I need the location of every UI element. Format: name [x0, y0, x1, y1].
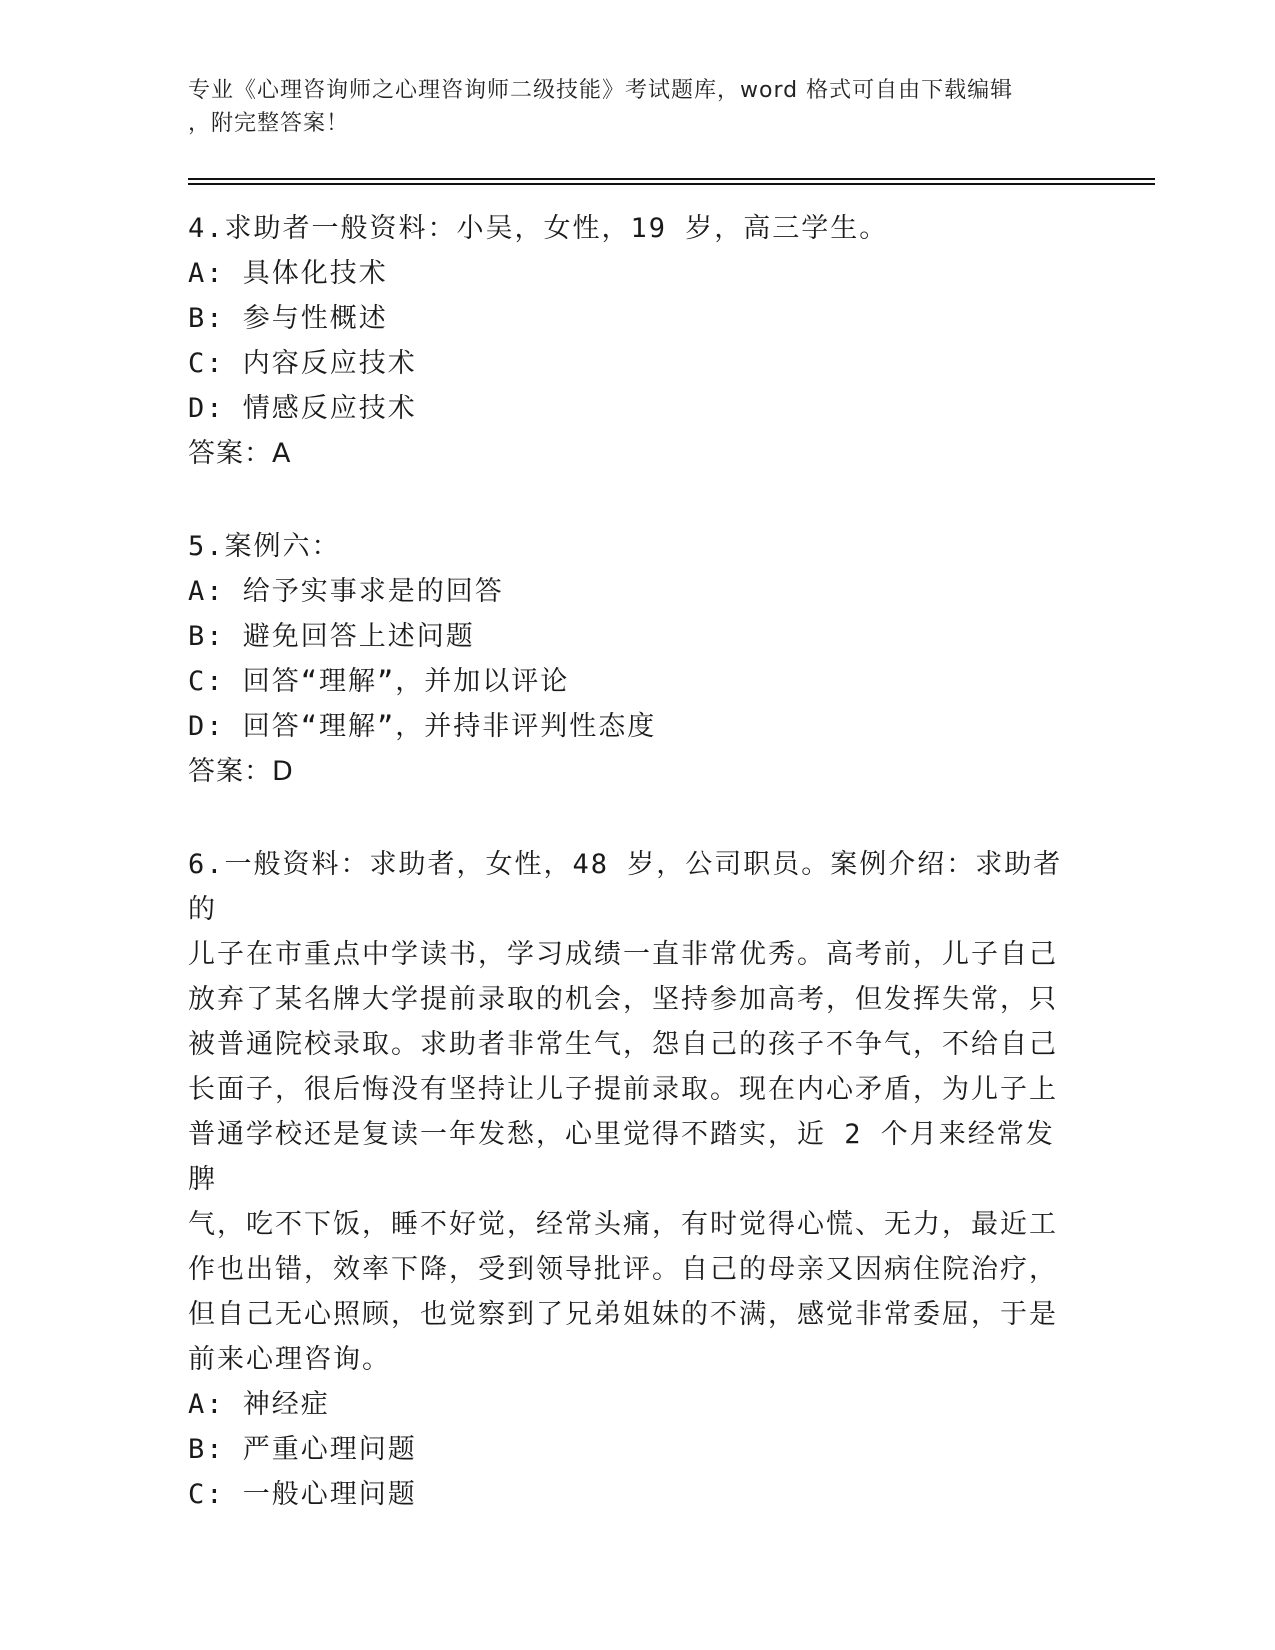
stem-line: 气，吃不下饭，睡不好觉，经常头痛，有时觉得心慌、无力，最近工	[188, 1209, 1058, 1240]
stem-line: 作也出错，效率下降，受到领导批评。自己的母亲又因病住院治疗，	[188, 1254, 1058, 1285]
option-a: A: 具体化技术	[188, 258, 388, 289]
header-divider-bottom	[188, 183, 1155, 185]
header-line-2: ，附完整答案！	[188, 111, 350, 136]
header-divider-top	[188, 178, 1155, 180]
question-list	[188, 206, 1068, 1564]
document-header	[188, 74, 1068, 140]
question-4	[188, 206, 1068, 477]
stem-line: 放弃了某名牌大学提前录取的机会，坚持参加高考，但发挥失常，只	[188, 984, 1058, 1015]
option-b: B: 避免回答上述问题	[188, 621, 475, 652]
option-c: C: 回答“理解”，并加以评论	[188, 666, 570, 697]
option-c: C: 内容反应技术	[188, 348, 417, 379]
stem-line: 但自己无心照顾，也觉察到了兄弟姐妹的不满，感觉非常委屈，于是	[188, 1299, 1058, 1330]
answer: 答案：D	[188, 756, 294, 787]
option-b: B: 严重心理问题	[188, 1434, 417, 1465]
stem-line: 长面子，很后悔没有坚持让儿子提前录取。现在内心矛盾，为儿子上	[188, 1074, 1058, 1105]
question-stem	[188, 842, 1068, 1382]
stem-line: 被普通院校录取。求助者非常生气，怨自己的孩子不争气，不给自己	[188, 1029, 1058, 1060]
option-a: A: 给予实事求是的回答	[188, 576, 504, 607]
option-c: C: 一般心理问题	[188, 1479, 417, 1510]
header-line-1: 专业《心理咨询师之心理咨询师二级技能》考试题库，word 格式可自由下载编辑	[188, 78, 1014, 103]
question-6	[188, 842, 1068, 1517]
option-d: D: 回答“理解”，并持非评判性态度	[188, 711, 657, 742]
question-5	[188, 524, 1068, 795]
stem-line: 儿子在市重点中学读书，学习成绩一直非常优秀。高考前，儿子自己	[188, 939, 1058, 970]
stem-line: 普通学校还是复读一年发愁，心里觉得不踏实，近 2 个月来经常发脾	[188, 1119, 1055, 1195]
option-a: A: 神经症	[188, 1389, 330, 1420]
answer: 答案：A	[188, 438, 292, 469]
question-stem: 4.求助者一般资料：小吴，女性，19 岁，高三学生。	[188, 213, 889, 244]
stem-line: 前来心理咨询。	[188, 1344, 391, 1375]
option-d: D: 情感反应技术	[188, 393, 417, 424]
option-b: B: 参与性概述	[188, 303, 388, 334]
stem-line: 6.一般资料：求助者，女性，48 岁，公司职员。案例介绍：求助者的	[188, 849, 1063, 925]
question-stem: 5.案例六：	[188, 531, 341, 562]
